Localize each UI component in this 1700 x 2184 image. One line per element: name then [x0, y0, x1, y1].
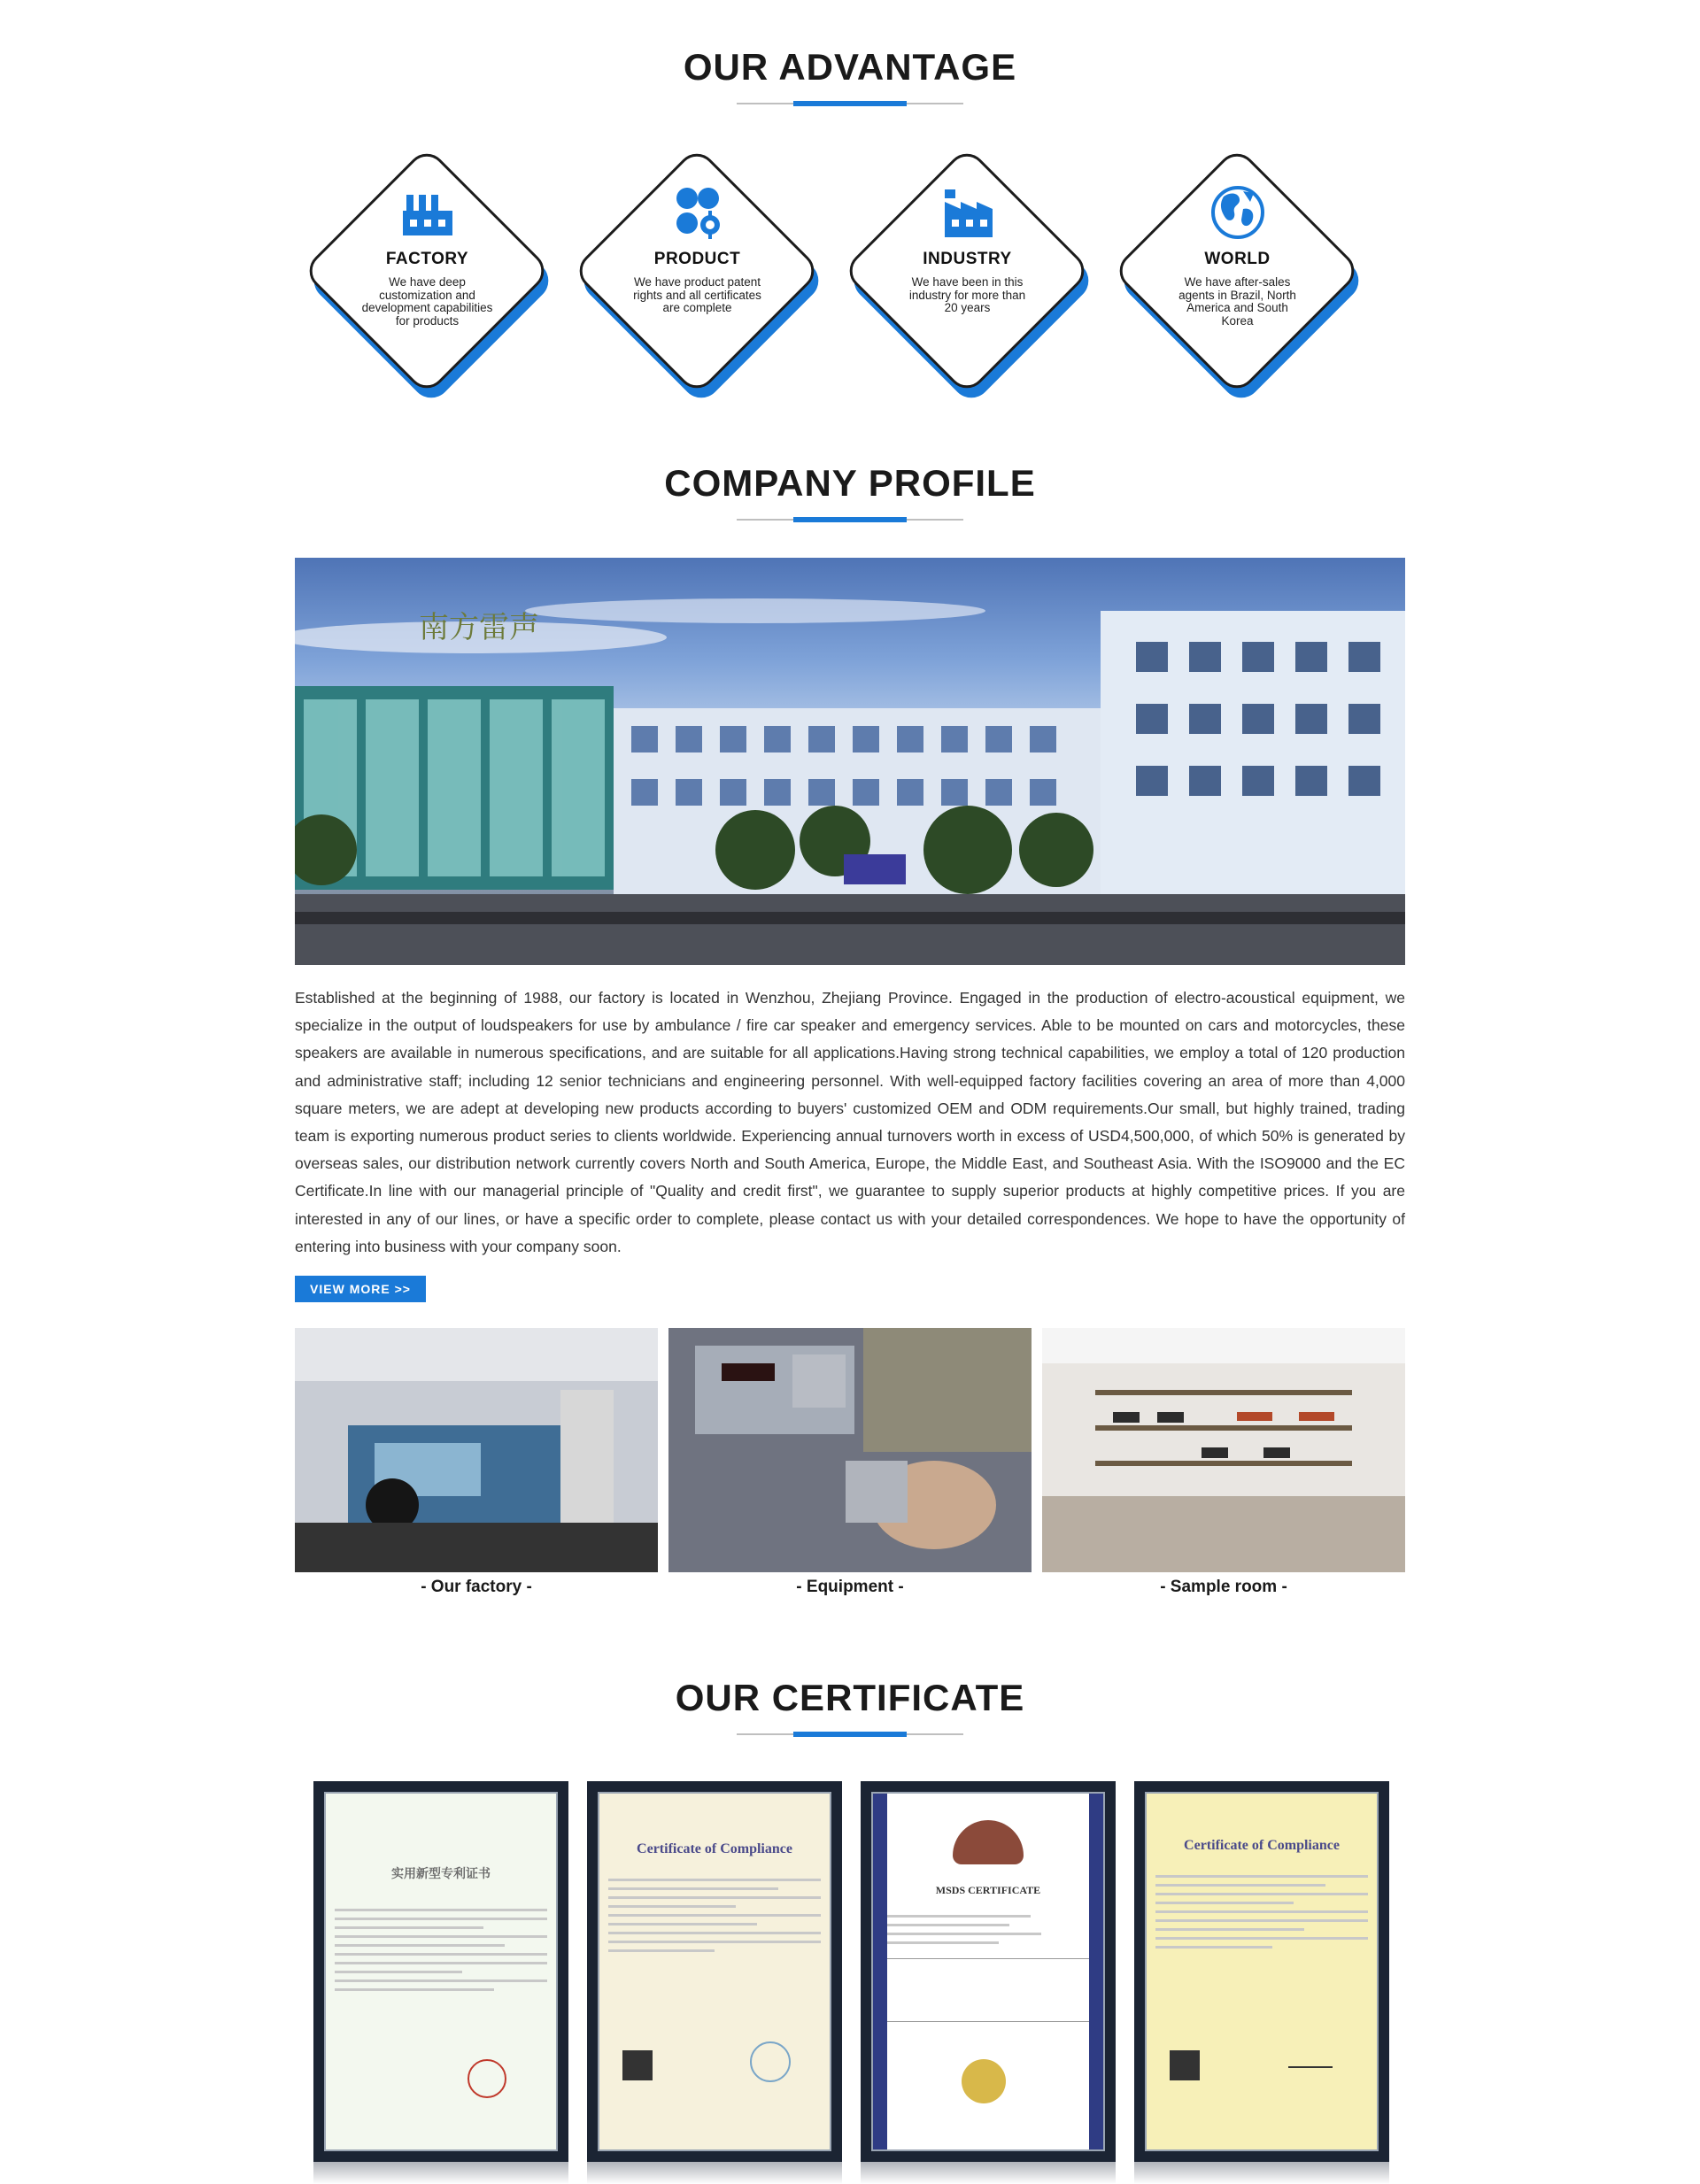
certificate-heading: Certificate of Compliance [637, 1841, 792, 1856]
photo-caption: - Sample room - [1160, 1578, 1287, 1596]
advantage-label: INDUSTRY [923, 250, 1012, 268]
photo-caption: - Equipment - [796, 1578, 904, 1596]
advantage-label: PRODUCT [653, 250, 741, 268]
industry-icon [939, 184, 996, 241]
certificate-heading: Certificate of Compliance [1184, 1838, 1340, 1853]
certificate-heading: 实用新型专利证书 [391, 1868, 491, 1881]
company-description: Established at the beginning of 1988, our factory is located in Wenzhou, Zhejiang Province. Engaged in the production of electro-acoustical equipment, we specialize in the output of loudspeakers for use by ambulance / fire car speaker and emergency services. Able to be mounted on cars and motorcycles, these speakers are available in numerous specifications, and are suitable for all applications.Having strong technical capabilities, we employ a total of 120 production and administrative staff; including 12 senior technicians and engineering personnel. With well-equipped factory facilities covering an area of more than 4,000 square meters, we are adept at developing new products according to buyers' customized OEM and ODM requirements.Our small, but highly trained, trading team is exporting numerous product series to clients worldwide. Experiencing annual turnovers worth in excess of USD4,500,000, of which 50% is generated by overseas sales, our distribution network currently covers North and South America, Europe, the Middle East, and Southeast Asia. With the ISO9000 and the EC Certificate.In line with our managerial principle of "Quality and credit first", we guarantee to supply superior products at highly competitive prices. If you are interested in any of our lines, or have a specific order to complete, please contact us with your detailed correspondences. We hope to have the opportunity of entering into business with your company soon. [295, 989, 1405, 1255]
advantage-list [292, 142, 1408, 416]
advantage-card-world [1102, 142, 1372, 412]
factory-sign-text: 南方雷声 [419, 610, 539, 645]
advantage-desc: We have been in this industry for more than 20 years [908, 275, 1026, 314]
photo-our-factory [295, 1328, 658, 1572]
advantage-desc: We have product patent rights and all certificates are complete [633, 275, 761, 314]
photo-equipment [668, 1328, 1032, 1572]
certificate-compliance-2[interactable] [1134, 1781, 1389, 2162]
advantage-card-factory [292, 142, 562, 412]
product-gear-icon [669, 184, 726, 241]
certificate-heading: MSDS CERTIFICATE [935, 1884, 1041, 1896]
globe-icon [1209, 184, 1266, 241]
profile-title-underline [737, 519, 963, 521]
advantage-title: OUR ADVANTAGE [683, 46, 1017, 88]
advantage-label: WORLD [1204, 250, 1271, 268]
profile-title: COMPANY PROFILE [664, 462, 1036, 504]
advantage-label: FACTORY [385, 250, 469, 268]
certificate-patent[interactable] [313, 1781, 568, 2162]
certificate-compliance-1[interactable] [587, 1781, 842, 2162]
factory-icon [399, 184, 456, 241]
factory-building-image [295, 558, 1405, 965]
advantage-card-industry [832, 142, 1102, 412]
certificate-title-underline [737, 1733, 963, 1735]
advantage-desc: We have after-sales agents in Brazil, North America and South Korea [1178, 275, 1296, 328]
view-more-button[interactable]: VIEW MORE >> [295, 1276, 426, 1302]
photo-sample-room [1042, 1328, 1405, 1572]
photo-caption: - Our factory - [421, 1578, 532, 1596]
advantage-card-product [562, 142, 832, 412]
certificate-title: OUR CERTIFICATE [675, 1677, 1025, 1718]
advantage-title-underline [737, 103, 963, 104]
certificate-msds[interactable] [861, 1781, 1116, 2162]
advantage-desc: We have deep customization and development capabilities for products [361, 275, 493, 328]
